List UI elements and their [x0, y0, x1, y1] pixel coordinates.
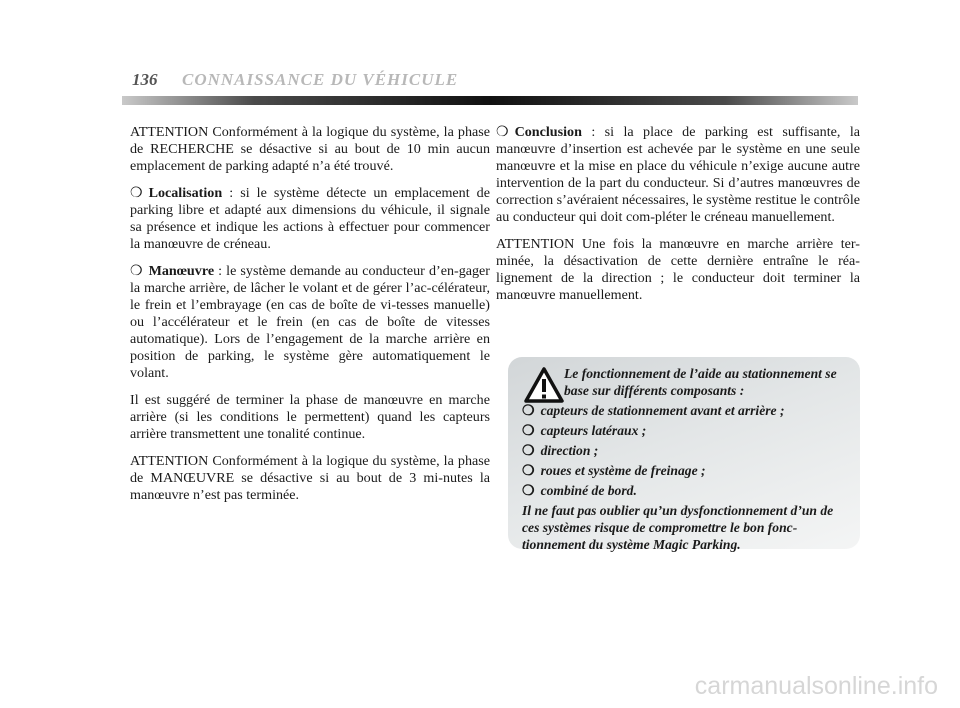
bullet-icon: ❍	[522, 444, 535, 459]
list-item: ❍ direction ;	[522, 443, 599, 459]
section-title: CONNAISSANCE DU VÉHICULE	[182, 70, 459, 89]
list-item: ❍ roues et système de freinage ;	[522, 463, 706, 479]
bullet-icon: ❍	[130, 186, 143, 201]
suggestion-paragraph: Il est suggéré de terminer la phase de manœuvre en marche arrière (si les conditions le permettent) quand les capteurs arrière transmettent une tonalité continue.	[130, 392, 490, 442]
localisation-text: : si le système détecte un emplacement de parking libre et adapté aux dimensions du véhicule, il signale sa présence et indique les actions à effectuer pour commencer la manœuvre de créneau.	[130, 185, 490, 252]
attention-manoeuvre-paragraph: ATTENTION Conformément à la logique du système, la phase de MANŒUVRE se désactive si au bout de 3 mi-nutes la manœuvre n’est pas terminée.	[130, 453, 490, 503]
bullet-icon: ❍	[522, 404, 535, 419]
conclusion-paragraph	[496, 124, 860, 226]
list-item: ❍ capteurs latéraux ;	[522, 423, 647, 439]
manoeuvre-paragraph	[130, 263, 490, 382]
bullet-icon: ❍	[522, 464, 535, 479]
bullet-icon: ❍	[130, 264, 143, 279]
warning-list	[522, 402, 846, 500]
manoeuvre-term: Manœuvre	[148, 263, 215, 279]
list-item: ❍ combiné de bord.	[522, 483, 637, 499]
attention-realignement-paragraph: ATTENTION Une fois la manœuvre en marche arrière ter-minée, la désactivation de cette dernière entraîne le réa-lignement de la direction ; le conducteur doit terminer la manœuvre manuellement.	[496, 236, 860, 303]
attention-recherche-paragraph: ATTENTION Conformément à la logique du système, la phase de RECHERCHE se désactive si au bout de 10 min aucun emplacement de parking adapté n’a été trouvé.	[130, 124, 490, 174]
warning-triangle-icon	[524, 367, 564, 403]
left-column	[130, 124, 490, 514]
conclusion-text: : si la place de parking est suffisante, la manœuvre d’insertion est achevée par le système en une seule manœuvre et la mise en place du véhicule n’exige aucune autre intervention de la part du conducteur. Si d’autres manœuvres de correction s’avéraient nécessaires, le système restitue le contrôle au conducteur qui doit com-pléter le créneau manuellement.	[496, 124, 860, 225]
list-item: ❍ capteurs de stationnement avant et arrière ;	[522, 403, 785, 419]
warning-box	[508, 357, 860, 552]
warning-outro: Il ne faut pas oublier qu’un dysfonctionnement d’un de ces systèmes risque de compromettre le bon fonc-tionnement du système Magic Parking.	[522, 503, 834, 552]
right-column	[496, 124, 860, 314]
bullet-icon: ❍	[522, 424, 535, 439]
watermark: carmanualsonline.info	[694, 672, 938, 700]
bullet-icon: ❍	[522, 484, 535, 499]
page-number: 136	[132, 70, 158, 89]
bullet-icon: ❍	[496, 125, 509, 140]
manoeuvre-text: : le système demande au conducteur d’en-gager la marche arrière, de lâcher le volant et de gérer l’ac-célérateur, le frein et l’embrayage (en cas de boîte de vi-tesses manuelle) ou l’accélérateur et le frein (en cas de boîte de vitesses automatique). Lors de l’engagement de la marche arrière en position de parking, le système gère automatiquement le volant.	[130, 263, 490, 381]
header-rule	[122, 96, 858, 105]
warning-intro: Le fonctionnement de l’aide au stationnement se base sur différents composants :	[564, 366, 837, 398]
localisation-paragraph	[130, 185, 490, 253]
conclusion-term: Conclusion	[514, 124, 582, 140]
localisation-term: Localisation	[148, 185, 223, 201]
